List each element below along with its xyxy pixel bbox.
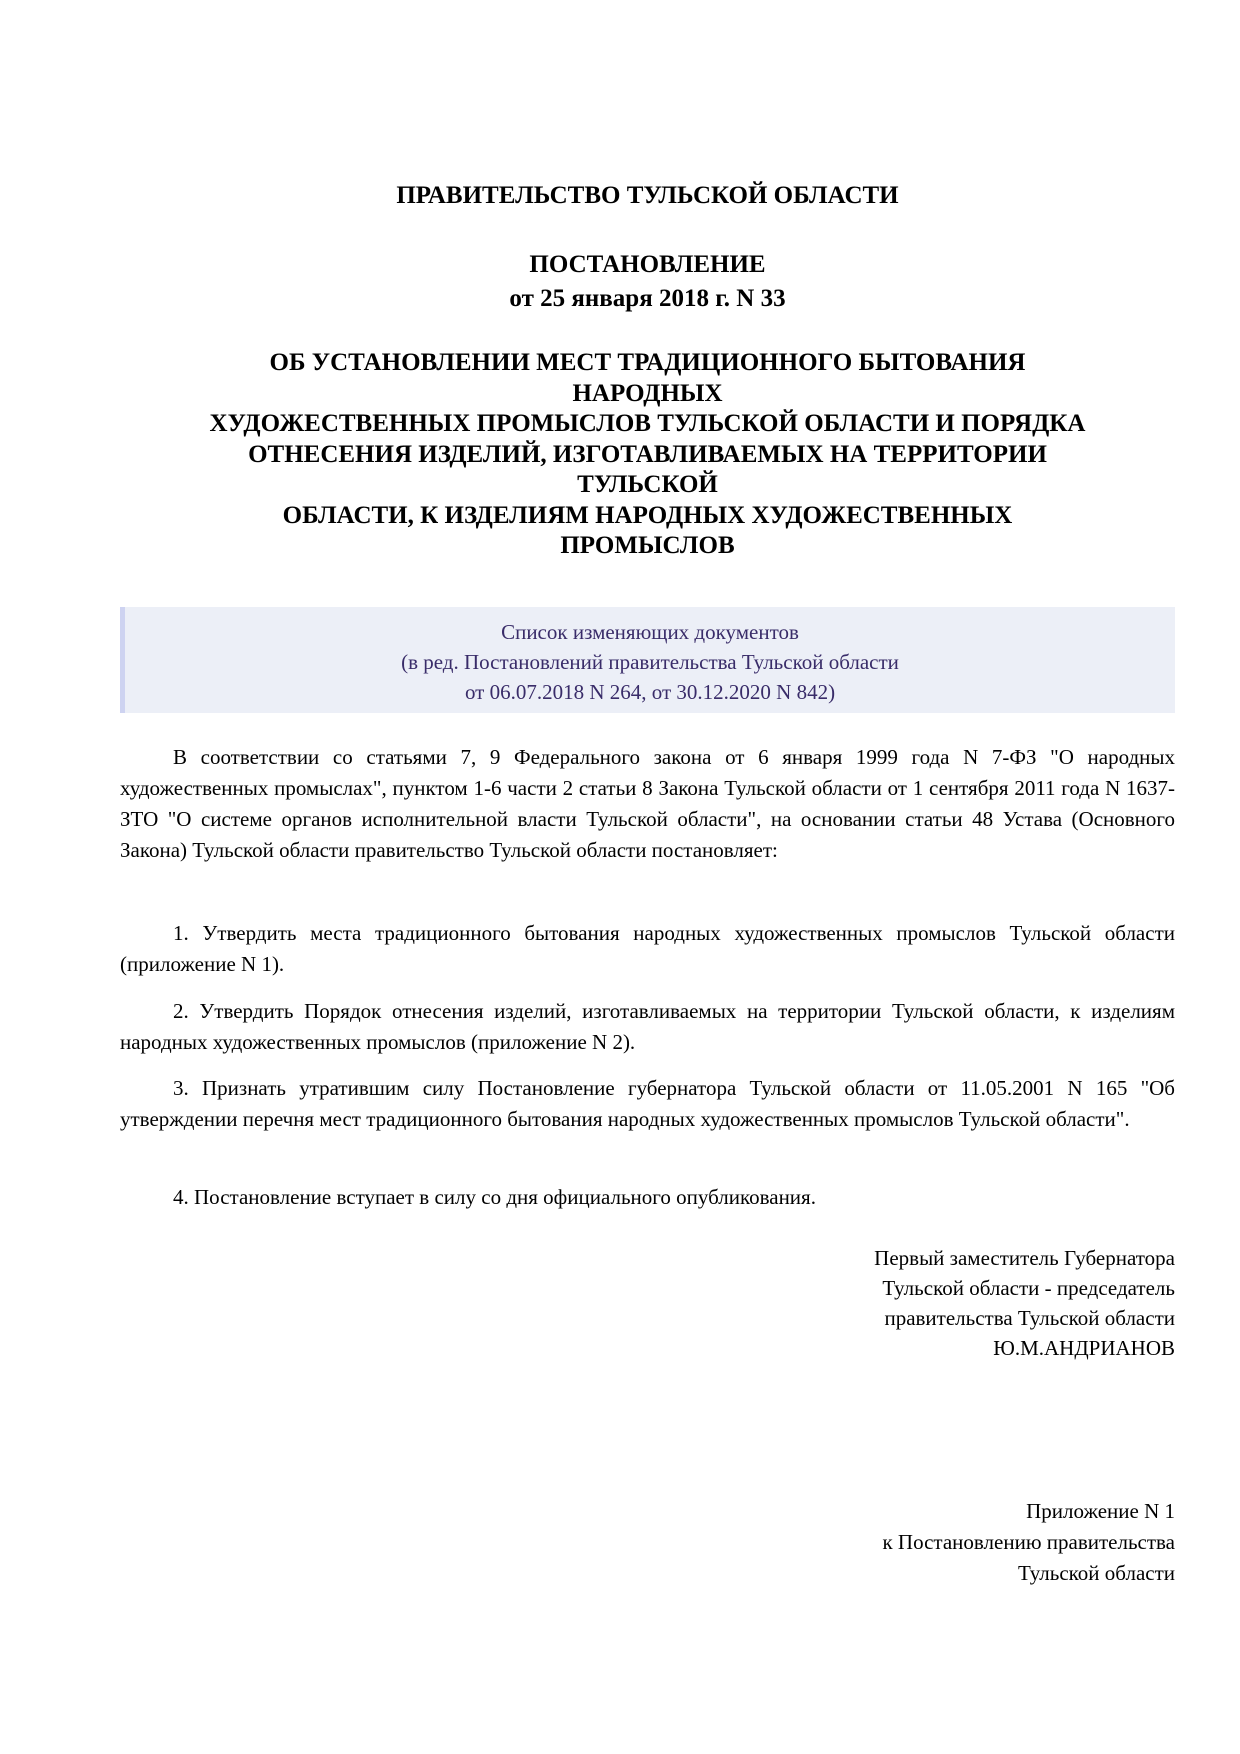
clause-4: 4. Постановление вступает в силу со дня официального опубликования. bbox=[173, 1185, 816, 1209]
issuer-heading: ПРАВИТЕЛЬСТВО ТУЛЬСКОЙ ОБЛАСТИ bbox=[396, 182, 899, 209]
amendments-line: от 06.07.2018 N 264, от 30.12.2020 N 842) bbox=[464, 680, 836, 704]
title-line: ПРОМЫСЛОВ bbox=[560, 532, 735, 559]
title-line: ТУЛЬСКОЙ bbox=[577, 471, 718, 498]
clause-2: 2. Утвердить Порядок отнесения изделий, изготавливаемых на территории Тульской области, к изделиям народных художественных промыслов (приложение N 2). bbox=[120, 999, 1175, 1054]
appendix-reference: к Постановлению правительства bbox=[882, 1530, 1175, 1554]
title-line: ОТНЕСЕНИЯ ИЗДЕЛИЙ, ИЗГОТАВЛИВАЕМЫХ НА ТЕРРИТОРИИ bbox=[248, 440, 1047, 468]
signatory-position: Тульской области - председатель bbox=[882, 1276, 1175, 1300]
title-line: НАРОДНЫХ bbox=[572, 379, 723, 407]
clause-3: 3. Признать утратившим силу Постановление губернатора Тульской области от 11.05.2001 N 165 "Об утверждении перечня мест традиционного бытования народных художественных промыслов Тульской области". bbox=[120, 1076, 1175, 1131]
appendix-header bbox=[882, 1496, 1175, 1589]
amendments-heading: Список изменяющих документов bbox=[501, 620, 799, 644]
document-date-number: от 25 января 2018 г. N 33 bbox=[509, 285, 786, 312]
document-page bbox=[120, 0, 1175, 1754]
signature-block bbox=[874, 1243, 1175, 1363]
signatory-position: правительства Тульской области bbox=[884, 1306, 1175, 1330]
document-title bbox=[120, 348, 1175, 562]
amendments-line: (в ред. Постановлений правительства Тульской области bbox=[401, 650, 899, 674]
title-line: ХУДОЖЕСТВЕННЫХ ПРОМЫСЛОВ ТУЛЬСКОЙ ОБЛАСТИ И ПОРЯДКА bbox=[209, 410, 1086, 437]
amendments-box bbox=[120, 607, 1175, 713]
appendix-number: Приложение N 1 bbox=[1026, 1499, 1175, 1523]
clause-1: 1. Утвердить места традиционного бытования народных художественных промыслов Тульской области (приложение N 1). bbox=[120, 921, 1175, 976]
document-type: ПОСТАНОВЛЕНИЕ bbox=[529, 251, 766, 278]
title-line: ОБЛАСТИ, К ИЗДЕЛИЯМ НАРОДНЫХ ХУДОЖЕСТВЕННЫХ bbox=[282, 501, 1013, 529]
title-line: ОБ УСТАНОВЛЕНИИ МЕСТ ТРАДИЦИОННОГО БЫТОВАНИЯ bbox=[269, 349, 1026, 376]
appendix-reference: Тульской области bbox=[1017, 1561, 1175, 1585]
signatory-position: Первый заместитель Губернатора bbox=[874, 1246, 1175, 1270]
preamble-paragraph: В соответствии со статьями 7, 9 Федерального закона от 6 января 1999 года N 7-ФЗ "О народных художественных промыслах", пунктом 1-6 части 2 статьи 8 Закона Тульской области от 1 сентября 2011 года N 1637-ЗТО "О системе органов исполнительной власти Тульской области", на основании статьи 48 Устава (Основного Закона) Тульской области правительство Тульской области постановляет: bbox=[120, 745, 1175, 862]
signatory-name: Ю.М.АНДРИАНОВ bbox=[993, 1336, 1175, 1360]
